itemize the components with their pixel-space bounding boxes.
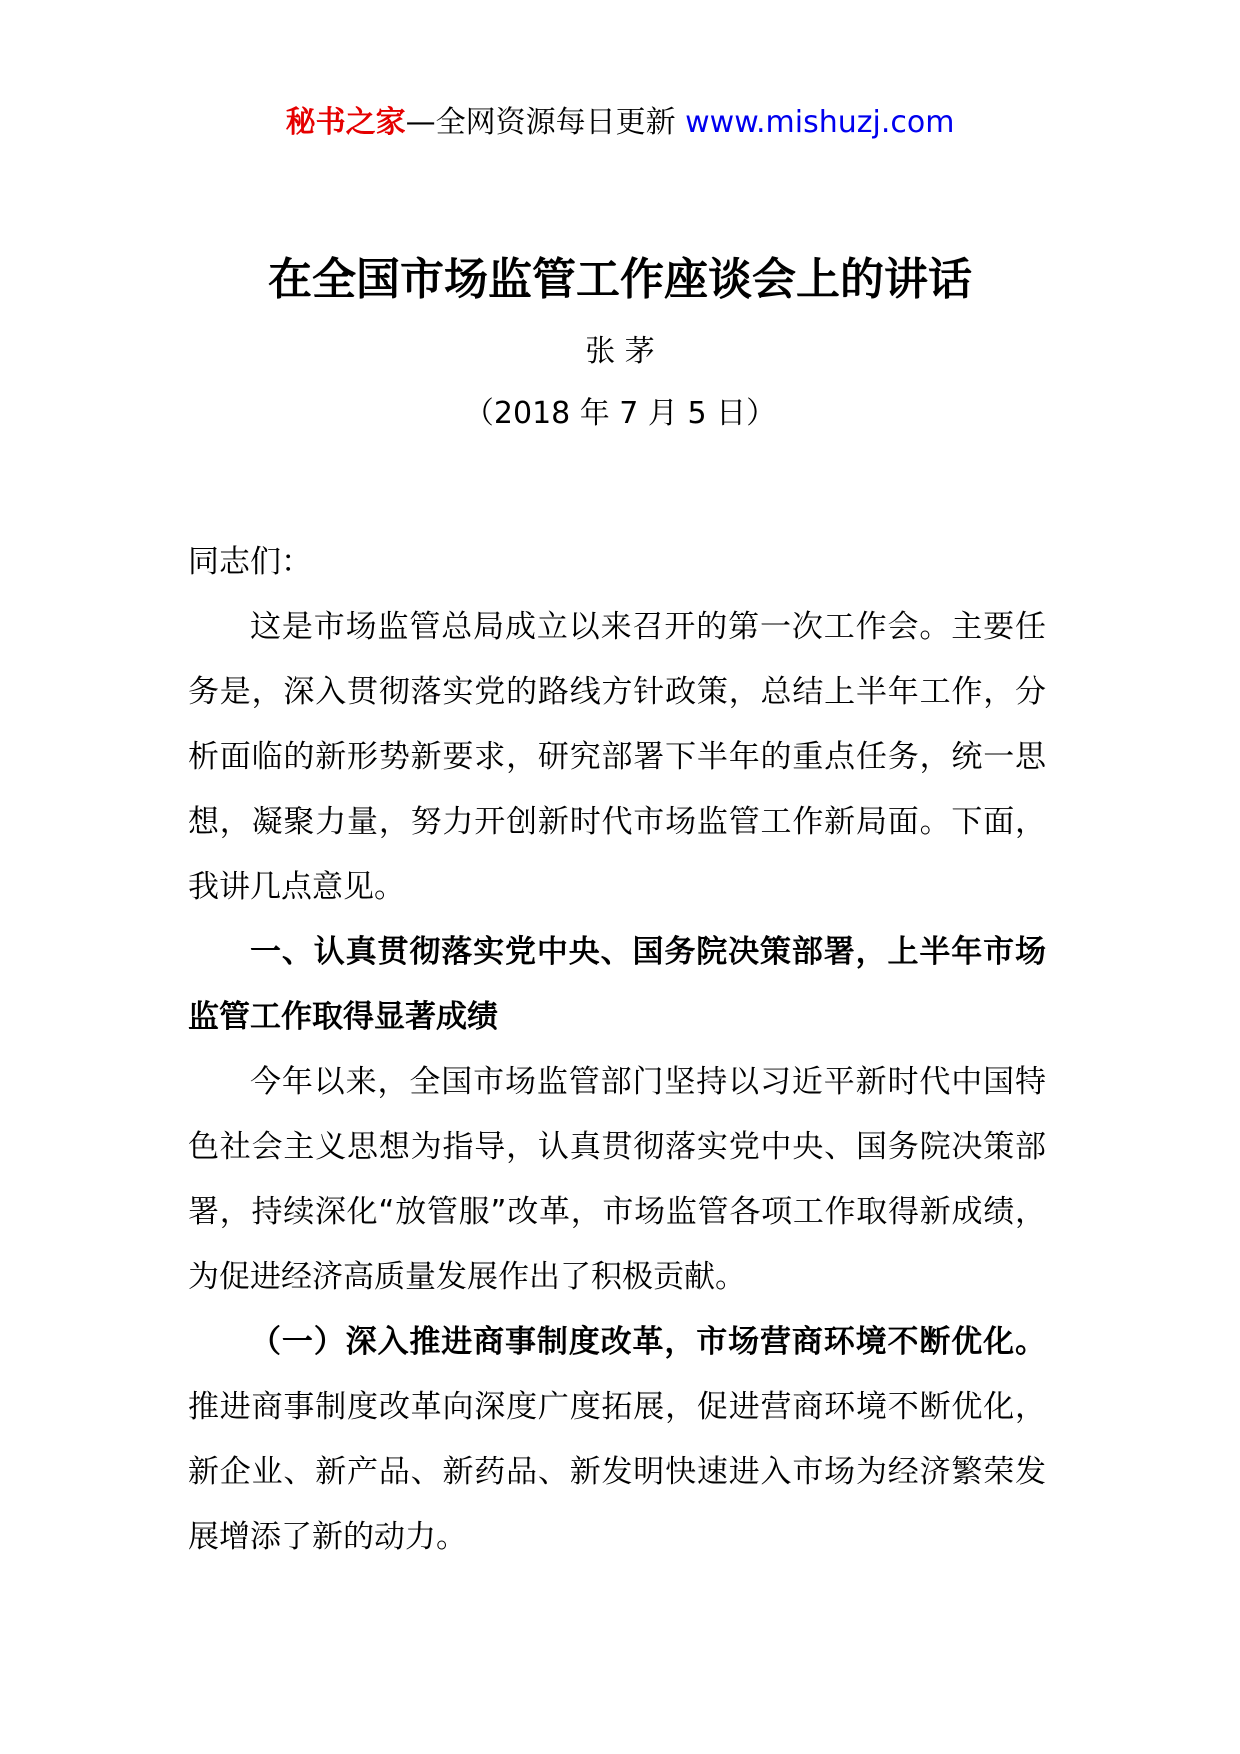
salutation: 同志们： [188, 544, 312, 580]
site-tagline: —全网资源每日更新 [405, 105, 676, 140]
subsection-heading-1: （一）深入推进商事制度改革，市场营商环境不断优化。 [250, 1324, 1046, 1360]
paragraph-section-1: 今年以来，全国市场监管部门坚持以习近平新时代中国特色社会主义思想为指导，认真贯彻落实党中央、国务院决策部署，持续深化“放管服”改革，市场监管各项工作取得新成绩，为促进经济高质量发展作出了积极贡献。 [188, 1064, 1046, 1295]
paragraph-intro: 这是市场监管总局成立以来召开的第一次工作会。主要任务是，深入贯彻落实党的路线方针政策，总结上半年工作，分析面临的新形势新要求，研究部署下半年的重点任务，统一思想，凝聚力量，努力开创新时代市场监管工作新局面。下面，我讲几点意见。 [188, 609, 1046, 905]
site-header [0, 100, 1240, 146]
site-brand: 秘书之家 [285, 105, 406, 140]
document-title: 在全国市场监管工作座谈会上的讲话 [268, 254, 972, 305]
subsection-text-1: 推进商事制度改革向深度广度拓展，促进营商环境不断优化，新企业、新产品、新药品、新发明快速进入市场为经济繁荣发展增添了新的动力。 [188, 1389, 1046, 1555]
site-url-link[interactable]: www.mishuzj.com [685, 105, 955, 140]
author-name: 张 茅 [585, 334, 655, 369]
section-heading-1: 一、认真贯彻落实党中央、国务院决策部署，上半年市场监管工作取得显著成绩 [188, 934, 1046, 1035]
speech-date: （2018 年 7 月 5 日） [463, 396, 777, 431]
paragraph-subsection-1 [188, 1310, 1046, 1570]
document-body [188, 530, 1046, 1570]
